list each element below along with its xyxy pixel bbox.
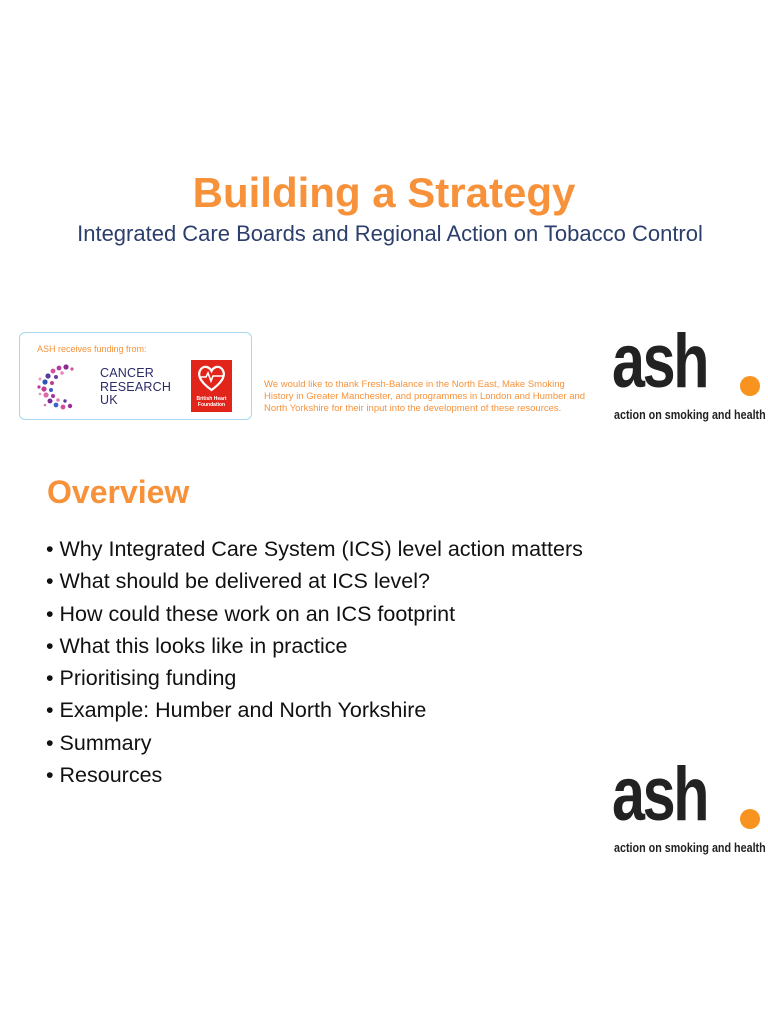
list-item: • What this looks like in practice: [46, 630, 583, 662]
ash-logo-bottom: [612, 752, 766, 855]
acknowledgement-text: We would like to thank Fresh-Balance in the North East, Make Smoking History in Greater Manchester, and programmes in London and Humber and North Yorkshire for their input into the development of these resources.: [264, 379, 586, 414]
list-item: • Summary: [46, 727, 583, 759]
bhf-label: British Heart Foundation: [196, 396, 227, 408]
ash-logo-top: [612, 319, 766, 422]
ash-dot-icon: [740, 376, 760, 396]
ash-dot-icon: [740, 809, 760, 829]
cancer-research-uk-wordmark: CANCER RESEARCH UK: [100, 366, 172, 407]
ash-wordmark: ash: [612, 752, 708, 837]
funding-caption: ASH receives funding from:: [37, 344, 147, 354]
slide-title: Building a Strategy: [192, 169, 576, 216]
ash-tagline: action on smoking and health: [614, 408, 766, 422]
slide-subtitle: Integrated Care Boards and Regional Action on Tobacco Control: [77, 221, 703, 246]
list-item: • Why Integrated Care System (ICS) level action matters: [46, 533, 583, 565]
funding-panel: [19, 332, 252, 420]
british-heart-foundation-logo: [191, 360, 232, 412]
overview-list: [46, 533, 583, 791]
list-item: • Example: Humber and North Yorkshire: [46, 694, 583, 726]
list-item: • What should be delivered at ICS level?: [46, 565, 583, 597]
overview-heading: Overview: [47, 474, 190, 510]
cancer-research-uk-logo-icon: [36, 361, 96, 413]
ash-wordmark: ash: [612, 319, 708, 404]
list-item: • Resources: [46, 759, 583, 791]
ash-tagline: action on smoking and health: [614, 841, 766, 855]
heart-icon: [191, 362, 232, 396]
list-item: • How could these work on an ICS footprint: [46, 598, 583, 630]
list-item: • Prioritising funding: [46, 662, 583, 694]
